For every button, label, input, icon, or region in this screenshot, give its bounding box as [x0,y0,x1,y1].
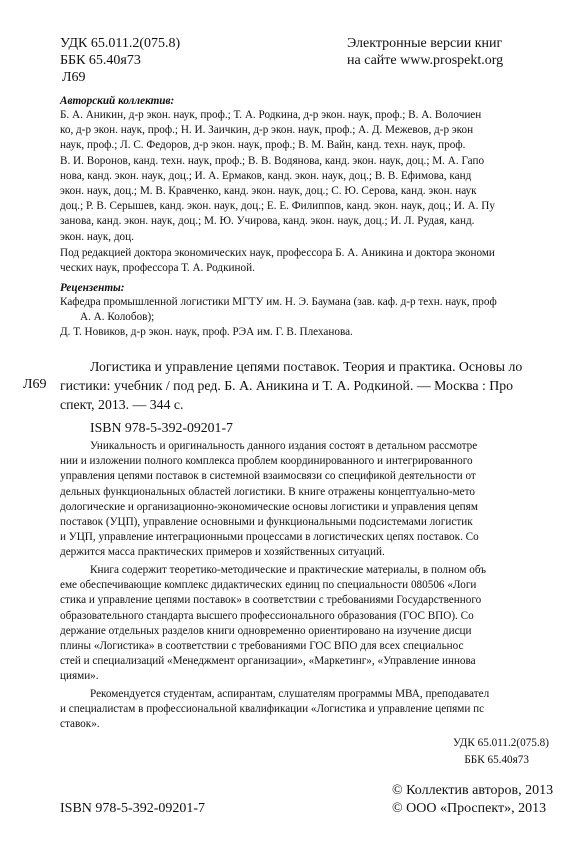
abstract-line: образовательного стандарта высшего профессионального образования (ГОС ВПО). Со [60,609,474,622]
abstract-line: управления цепями поставок в системной взаимосвязи со спецификой деятельности от [60,470,476,483]
author-mark-code: Л69 [62,70,86,85]
reviewer-line: Д. Т. Новиков, д-р экон. наук, проф. РЭА им. Г. В. Плеханова. [60,326,353,339]
authors-line: экон. наук, доц. [60,230,134,243]
abstract-line: и специалистам в профессиональной квалификации «Логистика и управление цепями пс [60,703,485,716]
authors-heading: Авторский коллектив: [60,95,175,107]
abstract-line: дельных функциональных областей логистики. В книге отражены концептуально-мето [60,485,475,498]
bbk-code: ББК 65.40я73 [60,53,141,68]
editors-line: Под редакцией доктора экономических наук, профессора Б. А. Аникина и доктора экономи [60,247,495,259]
reviewers-block [60,295,497,341]
catalog-line: гистики: учебник / под ред. Б. А. Аникина и Т. А. Родкиной. — Москва : Про [60,378,514,393]
abstract-line: Книга содержит теоретико-методические и практические материалы, в полном объ [90,564,487,576]
abstract-line: держится масса практических примеров и хозяйственных ситуаций. [60,546,385,559]
reviewer-line: А. А. Колобов); [80,311,155,324]
catalog-code: Л69 [23,377,47,392]
abstract-line: поставок (УЦП), управление основными и функциональными подсистемами логистик [60,516,473,529]
abstract-line: стей и специализаций «Менеджмент организации», «Маркетинг», «Управление иннова [60,655,476,668]
udk-code: УДК 65.011.2(075.8) [60,36,181,51]
abstract-line: циями». [60,670,99,683]
abstract-line: Уникальность и оригинальность данного издания состоят в детальном рассмотре [90,440,478,452]
bottom-bbk: ББК 65.40я73 [464,754,529,766]
abstract-line: плины «Логистика» в соответствии с требованиями ГОС ВПО для всех специальнос [60,640,464,653]
abstract-line: Рекомендуется студентам, аспирантам, слушателям программы МВА, преподавател [90,688,490,700]
reviewers-heading: Рецензенты: [60,282,125,294]
editors-block [60,246,495,276]
abstract-line: и УЦП, управление интеграционными процессами в логистических цепях поставок. Со [60,531,479,544]
copyright-publisher: © ООО «Проспект», 2013 [392,801,547,816]
authors-line: экон. наук, доц.; М. В. Кравченко, канд. экон. наук, доц.; С. Ю. Серова, канд. экон. наук [60,185,477,198]
authors-list [60,108,495,245]
bottom-udk: УДК 65.011.2(075.8) [452,737,549,749]
abstract-line: стика и управление цепями поставок» в соответствии с требованиями Государственного [60,594,482,607]
abstract-paragraph-1 [60,439,479,561]
catalog-isbn: ISBN 978-5-392-09201-7 [90,420,233,435]
authors-line: нова, канд. экон. наук, доц.; И. А. Ермаков, канд. экон. наук, доц.; В. В. Ефимова, канд [60,169,472,182]
authors-line: наук, проф.; Л. С. Федоров, д-р экон. наук, проф.; В. М. Вайн, канд. техн. наук, проф. [60,139,466,152]
abstract-paragraph-2 [60,563,486,685]
abstract-line: дологические и организационно-экономические основы логистики и управления цепям [60,500,478,513]
ebook-note-1: Электронные версии книг [347,36,503,51]
editors-line: ческих наук, профессора Т. А. Родкиной. [60,262,255,275]
abstract-paragraph-3 [60,687,489,733]
catalog-line: спект, 2013. — 344 с. [60,397,184,412]
abstract-line: держание отдельных разделов книги одновременно ориентировано на изучение дисци [60,624,472,637]
authors-line: В. И. Воронов, канд. техн. наук, проф.; В. В. Водянова, канд. экон. наук, доц.; М. А. Гапо [60,154,485,167]
ebook-note-2: на сайте www.prospekt.org [347,53,504,68]
catalog-entry [60,357,522,414]
copyright-authors: © Коллектив авторов, 2013 [392,783,554,798]
abstract-line: нии и изложении полного комплекса проблем координированного и интегрированного [60,455,473,468]
authors-line: доц.; Р. В. Серышев, канд. экон. наук, доц.; Е. Е. Филиппов, канд. экон. наук, доц.; И. А. Пу [60,200,495,213]
authors-line: ко, д-р экон. наук, проф.; Н. И. Заичкин, д-р экон. наук, проф.; А. Д. Межевов, д-р экон [60,124,474,137]
authors-line: занова, канд. экон. наук, доц.; М. Ю. Учирова, канд. экон. наук, доц.; И. Л. Рудая, канд. [60,215,475,228]
authors-line: Б. А. Аникин, д-р экон. наук, проф.; Т. А. Родкина, д-р экон. наук, проф.; В. А. Волочиен [60,109,482,121]
catalog-line: Логистика и управление цепями поставок. Теория и практика. Основы ло [90,359,523,374]
abstract-line: ставок». [60,718,100,731]
reviewer-line: Кафедра промышленной логистики МГТУ им. Н. Э. Баумана (зав. каф. д-р техн. наук, проф [60,296,497,308]
footer-isbn: ISBN 978-5-392-09201-7 [60,801,206,816]
abstract-line: еме обеспечивающие комплекс дидактических единиц по специальности 080506 «Логи [60,579,477,592]
